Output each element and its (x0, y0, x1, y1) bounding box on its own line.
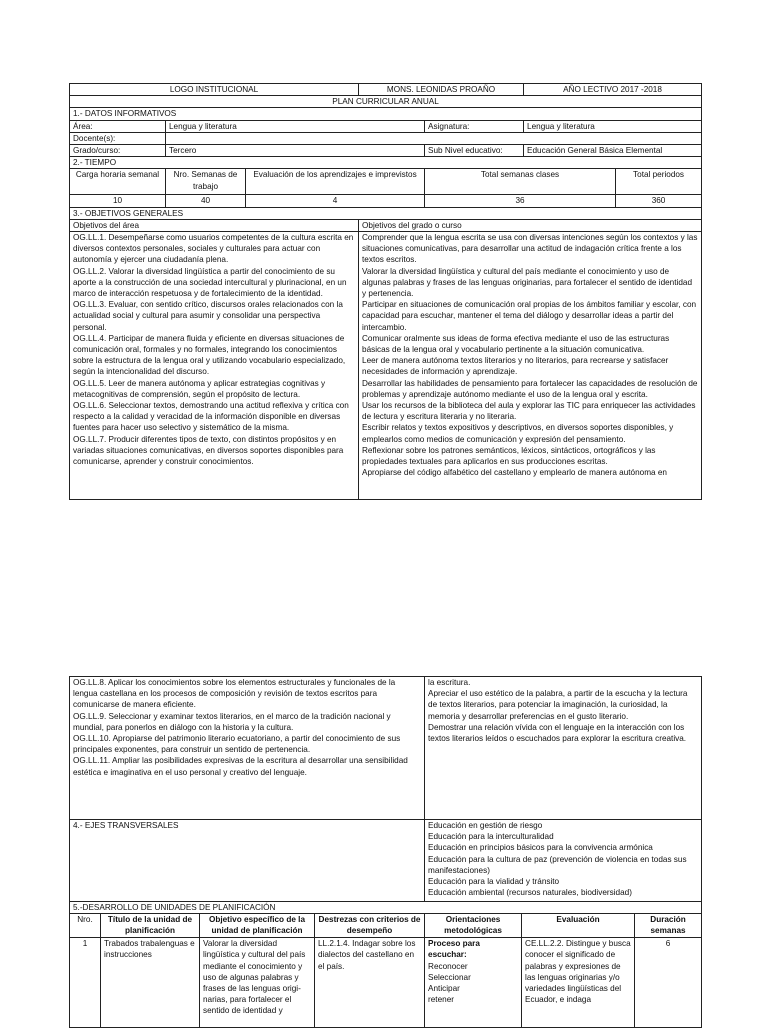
unit-duracion: 6 (635, 938, 702, 1028)
school-name: MONS. LEONIDAS PROAÑO (359, 84, 524, 96)
objetivo-area-item: OG.LL.6. Seleccionar textos, demostrando una actitud reflexiva y crítica con respecto a la calidad y veracidad de la información disponible en diversas fuentes para hacer uso selectivo y sistemático de la misma. (73, 401, 349, 433)
eje-item: Educación en principios básicos para la convivencia armónica (428, 843, 653, 853)
logo-cell: LOGO INSTITUCIONAL (70, 84, 359, 96)
eje-item: Educación para la cultura de paz (prevención de violencia en todas sus manifestaciones) (428, 854, 687, 875)
objetivo-grado-item: Desarrollar las habilidades de pensamiento para fortalecer las capacidades de resolución de problemas y aprendizaje autónomo mediante el uso de la lengua oral y escrita. (362, 378, 698, 399)
objetivo-grado-item: Escribir relatos y textos expositivos y descriptivos, en diversos soportes disponibles, y emplearlos como medios de comunicación y expresión del pensamiento. (362, 423, 674, 444)
objetivo-grado-item: Apropiarse del código alfabético del castellano y emplearlo de manera autónoma en (362, 468, 667, 478)
tiempo-header-periodos: Total periodos (616, 169, 702, 195)
plan-table-part2 (69, 676, 702, 1028)
objetivo-area-item: OG.LL.11. Ampliar las posibilidades expresivas de la escritura al desarrollar una sensibilidad estética e imaginativa en el uso personal y creativo del lenguaje. (73, 756, 408, 777)
objetivo-grado-item: Apreciar el uso estético de la palabra, a partir de la escucha y la lectura de textos literarios, para potenciar la imaginación, la curiosidad, la memoria y desarrollar preferencias en el gusto literario. (428, 689, 688, 721)
unit-evaluacion: CE.LL.2.2. Distingue y busca conocer el significado de palabras y expresiones de las lenguas originarias y/o variedades lingüísticas del Ecuador, e indaga (522, 938, 635, 1028)
col-header-destrezas: Destrezas con criterios de desempeño (315, 914, 425, 938)
objetivo-grado-item: Demostrar una relación vívida con el lenguaje en la interacción con los textos literarios leídos o escuchados para explorar la escritura creativa. (428, 722, 687, 744)
objetivo-grado-item: Participar en situaciones de comunicación oral propias de los ámbitos familiar y escolar, con capacidad para escuchar, mantener el tema del diálogo y desarrollar ideas a partir del intercambio. (362, 300, 697, 332)
tiempo-header-carga: Carga horaria semanal (70, 169, 166, 195)
tiempo-value-periodos: 360 (616, 195, 702, 207)
school-year: AÑO LECTIVO 2017 -2018 (524, 84, 702, 96)
objetivo-area-item: OG.LL.2. Valorar la diversidad lingüística a partir del conocimiento de su aporte a la construcción de una sociedad intercultural y plurinacional, en un marco de interacción respetuosa y de fortalecimiento de la identidad. (73, 266, 347, 299)
tiempo-value-carga: 10 (70, 195, 166, 207)
orientacion-item: retener (428, 995, 454, 1005)
objetivo-grado-item: Reflexionar sobre los patrones semánticos, léxicos, sintácticos, ortográficos y las propiedades textuales para aplicarlos en sus producciones escritas. (362, 445, 656, 467)
tiempo-value-evaluacion: 4 (246, 195, 425, 207)
objetivo-area-item: OG.LL.10. Apropiarse del patrimonio literario ecuatoriano, a partir del conocimiento de sus principales exponentes, para construir un sentido de pertenencia. (73, 734, 401, 755)
unit-orientaciones (425, 938, 522, 1028)
unit-destreza: LL.2.1.4. Indagar sobre los dialectos del castellano en el país. (315, 938, 425, 1028)
eje-item: Educación en gestión de riesgo (428, 821, 543, 830)
objetivos-grado-list (359, 232, 702, 500)
orientacion-item: Seleccionar (428, 972, 471, 982)
plan-title: PLAN CURRICULAR ANUAL (70, 96, 702, 108)
objetivo-area-item: OG.LL.1. Desempeñarse como usuarios competentes de la cultura escrita en diversos contextos personales, sociales y culturales para actuar con autonomía y ejercer una ciudadanía plena. (73, 233, 354, 265)
eje-item: Educación para la interculturalidad (428, 832, 554, 842)
section-datos: 1.- DATOS INFORMATIVOS (70, 108, 702, 120)
tiempo-value-total-semanas: 36 (425, 195, 616, 207)
objetivo-area-item: OG.LL.5. Leer de manera autónoma y aplicar estrategias cognitivas y metacognitivas de comprensión, según el propósito de lectura. (73, 378, 326, 399)
col-header-nro: Nro. (70, 914, 101, 938)
col-header-objetivo: Objetivo específico de la unidad de planificación (200, 914, 315, 938)
subnivel-value: Educación General Básica Elemental (524, 145, 702, 157)
unit-objetivo: Valorar la diversidad lingüística y cultural del país mediante el conocimiento y uso de algunas palabras y frases de las lenguas origi-narias, para fortalecer el sentido de identidad y (200, 938, 315, 1028)
ejes-list (425, 820, 702, 902)
unit-nro: 1 (70, 938, 101, 1028)
section-desarrollo: 5.-DESARROLLO DE UNIDADES DE PLANIFICACIÓN (70, 902, 702, 914)
section-tiempo: 2.- TIEMPO (70, 157, 702, 169)
tiempo-value-semanas: 40 (166, 195, 246, 207)
area-value: Lengua y literatura (166, 120, 425, 132)
subnivel-label: Sub Nivel educativo: (425, 145, 524, 157)
objetivo-grado-item: la escritura. (428, 678, 471, 687)
objetivo-area-item: OG.LL.7. Producir diferentes tipos de texto, con distintos propósitos y en variadas situaciones comunicativas, en diversos soportes disponibles para comunicarse, aprender y construir conocimientos. (73, 434, 344, 467)
asignatura-label: Asignatura: (425, 120, 524, 132)
grado-value: Tercero (166, 145, 425, 157)
orientacion-item: Reconocer (428, 961, 468, 971)
objetivo-area-item: OG.LL.3. Evaluar, con sentido crítico, discursos orales relacionados con la actualidad social y cultural para asumir y consolidar una perspectiva personal. (73, 300, 343, 332)
orientacion-item: Anticipar (428, 984, 460, 994)
eje-item: Educación ambiental (recursos naturales, biodiversidad) (428, 888, 632, 898)
orientaciones-title: Proceso para escuchar: (428, 939, 480, 960)
col-header-evaluacion: Evaluación (522, 914, 635, 938)
tiempo-header-total-semanas: Total semanas clases (425, 169, 616, 195)
objetivo-grado-item: Valorar la diversidad lingüística y cultural del país mediante el conocimiento y uso de algunas palabras y frases de las lenguas originarias, para fortalecer el sentido de identidad y pertenencia. (362, 266, 692, 299)
plan-table-part1 (69, 83, 702, 500)
objetivos-area-header: Objetivos del área (70, 219, 359, 231)
objetivo-area-item: OG.LL.4. Participar de manera fluida y eficiente en diversas situaciones de comunicación oral, formales y no formales, integrando los conocimientos sobre la estructura de la lengua oral y utilizando vocabulario especializado, según la intencionalidad del discurso. (73, 333, 346, 377)
section-objetivos: 3.- OBJETIVOS GENERALES (70, 207, 702, 219)
col-header-orientaciones: Orientaciones metodológicas (425, 914, 522, 938)
grado-label: Grado/curso: (70, 145, 166, 157)
objetivo-grado-item: Leer de manera autónoma textos literarios y no literarios, para recrearse y satisfacer necesidades de información y aprendizaje. (362, 356, 669, 377)
col-header-titulo: Título de la unidad de planificación (101, 914, 200, 938)
objetivos-grado-list-cont (425, 677, 702, 820)
tiempo-header-evaluacion: Evaluación de los aprendizajes e imprevistos (246, 169, 425, 195)
objetivo-area-item: OG.LL.8. Aplicar los conocimientos sobre los elementos estructurales y funcionales de la lengua castellana en los procesos de composición y revisión de textos escritos para comunicarse de manera eficiente. (73, 678, 396, 710)
unit-titulo: Trabados trabalenguas e instrucciones (101, 938, 200, 1028)
objetivos-grado-header: Objetivos del grado o curso (359, 219, 702, 231)
tiempo-header-semanas: Nro. Semanas de trabajo (166, 169, 246, 195)
objetivo-grado-item: Usar los recursos de la biblioteca del aula y explorar las TIC para enriquecer las actividades de lectura y escritura literaria y no literaria. (362, 401, 696, 422)
docente-value (166, 132, 702, 144)
docente-label: Docente(s): (70, 132, 166, 144)
asignatura-value: Lengua y literatura (524, 120, 702, 132)
objetivo-grado-item: Comunicar oralmente sus ideas de forma efectiva mediante el uso de las estructuras básicas de la lengua oral y vocabulario pertinente a la situación comunicativa. (362, 333, 670, 355)
objetivos-area-list-cont (70, 677, 425, 820)
objetivo-area-item: OG.LL.9. Seleccionar y examinar textos literarios, en el marco de la tradición nacional y mundial, para ponerlos en diálogo con la historia y la cultura. (73, 711, 391, 732)
objetivos-area-list (70, 232, 359, 500)
col-header-duracion: Duración semanas (635, 914, 702, 938)
area-label: Área: (70, 120, 166, 132)
eje-item: Educación para la vialidad y tránsito (428, 877, 560, 887)
objetivo-grado-item: Comprender que la lengua escrita se usa con diversas intenciones según los contextos y las situaciones comunicativas, para desarrollar una actitud de indagación crítica frente a los textos escritos. (362, 233, 698, 265)
section-ejes: 4.- EJES TRANSVERSALES (70, 820, 425, 902)
